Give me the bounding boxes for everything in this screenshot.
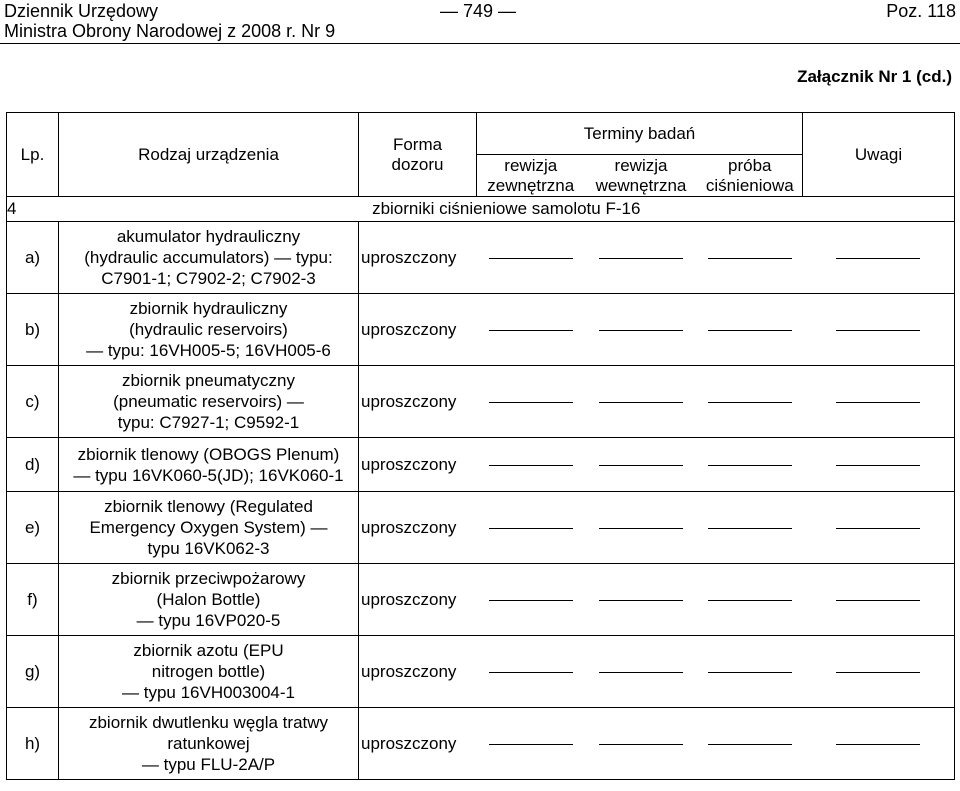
dash-line — [836, 330, 920, 331]
device-line: zbiornik dwutlenku węgla tratwy — [88, 713, 329, 732]
row-device — [59, 294, 359, 366]
device-line: zbiornik tlenowy (Regulated — [104, 497, 313, 516]
row-notes-empty — [803, 708, 955, 780]
header-ext-line1: rewizja — [504, 155, 558, 175]
dash-line — [599, 528, 683, 529]
row-notes-empty — [803, 492, 955, 564]
row-ext-empty — [477, 636, 585, 708]
row-notes-empty — [803, 564, 955, 636]
row-form: uproszczony — [359, 492, 477, 564]
row-press-empty — [698, 492, 803, 564]
header-form-line1: Forma — [392, 134, 443, 154]
row-lp: f) — [7, 564, 59, 636]
dash-line — [599, 600, 683, 601]
row-press-empty — [698, 366, 803, 438]
dash-line — [599, 258, 683, 259]
device-line: ratunkowej — [167, 734, 250, 753]
header-int-line2: wewnętrzna — [595, 175, 687, 195]
dash-line — [708, 465, 792, 466]
device-line: — typu 16VH003004-1 — [122, 683, 295, 702]
device-line: — typu 16VK060-5(JD); 16VK060-1 — [73, 465, 344, 485]
row-form: uproszczony — [359, 708, 477, 780]
row-lp: d) — [7, 438, 59, 492]
table-row — [7, 492, 955, 564]
row-press-empty — [698, 708, 803, 780]
row-notes-empty — [803, 636, 955, 708]
dash-line — [708, 744, 792, 745]
dash-line — [708, 672, 792, 673]
dash-line — [836, 672, 920, 673]
dash-line — [489, 528, 573, 529]
row-form: uproszczony — [359, 636, 477, 708]
device-line: typu: C7927-1; C9592-1 — [117, 413, 300, 432]
row-form: uproszczony — [359, 564, 477, 636]
journal-title: Dziennik Urzędowy — [4, 1, 159, 21]
table-row — [7, 222, 955, 294]
annex-label: Załącznik Nr 1 (cd.) — [797, 67, 952, 86]
row-form: uproszczony — [359, 438, 477, 492]
dash-line — [708, 258, 792, 259]
device-line: (hydraulic reservoirs) — [129, 320, 288, 339]
header-int-line1: rewizja — [614, 155, 668, 175]
dash-line — [708, 330, 792, 331]
dash-line — [836, 528, 920, 529]
device-line: (pneumatic reservoirs) — — [113, 392, 304, 411]
section-title: zbiorniki ciśnieniowe samolotu F-16 — [59, 197, 955, 222]
device-line: Emergency Oxygen System) — — [89, 518, 328, 537]
header-form-line2: dozoru — [391, 154, 444, 174]
table-row — [7, 294, 955, 366]
header-notes: Uwagi — [803, 113, 955, 197]
section-row — [7, 197, 955, 222]
row-int-empty — [585, 492, 698, 564]
header-ext — [477, 155, 585, 197]
device-line: zbiornik przeciwpożarowy — [111, 569, 306, 588]
page-number: — 749 — — [440, 1, 517, 21]
row-form: uproszczony — [359, 222, 477, 294]
row-notes-empty — [803, 438, 955, 492]
dash-line — [599, 402, 683, 403]
dash-line — [599, 330, 683, 331]
row-press-empty — [698, 564, 803, 636]
table-row — [7, 708, 955, 780]
row-lp: c) — [7, 366, 59, 438]
header-lp: Lp. — [7, 113, 59, 197]
dash-line — [836, 600, 920, 601]
header-rule — [0, 43, 960, 44]
row-ext-empty — [477, 294, 585, 366]
device-line: akumulator hydrauliczny — [116, 227, 301, 246]
header-press — [698, 155, 803, 197]
ministry-title: Ministra Obrony Narodowej z 2008 r. Nr 9 — [4, 21, 336, 41]
row-ext-empty — [477, 222, 585, 294]
row-notes-empty — [803, 366, 955, 438]
row-lp: e) — [7, 492, 59, 564]
row-ext-empty — [477, 438, 585, 492]
row-press-empty — [698, 294, 803, 366]
header-terms: Terminy badań — [477, 113, 803, 155]
header-press-line1: próba — [728, 155, 772, 175]
section-number: 4 — [7, 197, 59, 222]
row-lp: a) — [7, 222, 59, 294]
device-line: zbiornik hydrauliczny — [129, 299, 288, 318]
dash-line — [489, 744, 573, 745]
row-press-empty — [698, 222, 803, 294]
dash-line — [599, 744, 683, 745]
table-row — [7, 366, 955, 438]
row-device — [59, 222, 359, 294]
header-int — [585, 155, 698, 197]
dash-line — [708, 402, 792, 403]
row-device — [59, 636, 359, 708]
device-line: zbiornik pneumatyczny — [122, 371, 295, 390]
dash-line — [708, 528, 792, 529]
row-int-empty — [585, 438, 698, 492]
row-form: uproszczony — [359, 294, 477, 366]
row-lp: b) — [7, 294, 59, 366]
device-line: (Halon Bottle) — [156, 590, 261, 609]
dash-line — [489, 330, 573, 331]
header-press-line2: ciśnieniowa — [705, 175, 794, 195]
row-int-empty — [585, 366, 698, 438]
dash-line — [489, 672, 573, 673]
device-line: typu 16VK062-3 — [147, 539, 270, 558]
page-header — [0, 0, 960, 44]
row-int-empty — [585, 708, 698, 780]
device-line: nitrogen bottle) — [151, 662, 266, 681]
row-device — [59, 366, 359, 438]
row-press-empty — [698, 438, 803, 492]
device-line: (hydraulic accumulators) — typu: — [84, 248, 333, 267]
row-form: uproszczony — [359, 366, 477, 438]
row-device — [59, 438, 359, 492]
dash-line — [836, 465, 920, 466]
inspection-table — [6, 112, 955, 780]
dash-line — [836, 744, 920, 745]
device-line: — typu: 16VH005-5; 16VH005-6 — [86, 341, 331, 360]
dash-line — [836, 258, 920, 259]
row-int-empty — [585, 294, 698, 366]
dash-line — [708, 600, 792, 601]
dash-line — [489, 258, 573, 259]
position-number: Poz. 118 — [886, 1, 956, 21]
row-int-empty — [585, 564, 698, 636]
table-row — [7, 564, 955, 636]
row-int-empty — [585, 636, 698, 708]
row-ext-empty — [477, 366, 585, 438]
dash-line — [836, 402, 920, 403]
row-press-empty — [698, 636, 803, 708]
header-ext-line2: zewnętrzna — [487, 175, 575, 195]
table-row — [7, 438, 955, 492]
row-device — [59, 564, 359, 636]
row-lp: h) — [7, 708, 59, 780]
dash-line — [489, 600, 573, 601]
row-int-empty — [585, 222, 698, 294]
header-form — [359, 113, 477, 197]
row-ext-empty — [477, 564, 585, 636]
row-ext-empty — [477, 708, 585, 780]
row-notes-empty — [803, 222, 955, 294]
device-line: zbiornik tlenowy (OBOGS Plenum) — [77, 444, 340, 464]
device-line: — typu 16VP020-5 — [136, 611, 281, 630]
row-device — [59, 708, 359, 780]
device-line: — typu FLU-2A/P — [141, 755, 276, 774]
dash-line — [489, 465, 573, 466]
row-device — [59, 492, 359, 564]
dash-line — [599, 465, 683, 466]
row-lp: g) — [7, 636, 59, 708]
device-line: zbiornik azotu (EPU — [133, 641, 284, 660]
row-ext-empty — [477, 492, 585, 564]
table-row — [7, 636, 955, 708]
row-notes-empty — [803, 294, 955, 366]
header-device: Rodzaj urządzenia — [59, 113, 359, 197]
device-line: C7901-1; C7902-2; C7902-3 — [101, 269, 316, 288]
dash-line — [599, 672, 683, 673]
dash-line — [489, 402, 573, 403]
